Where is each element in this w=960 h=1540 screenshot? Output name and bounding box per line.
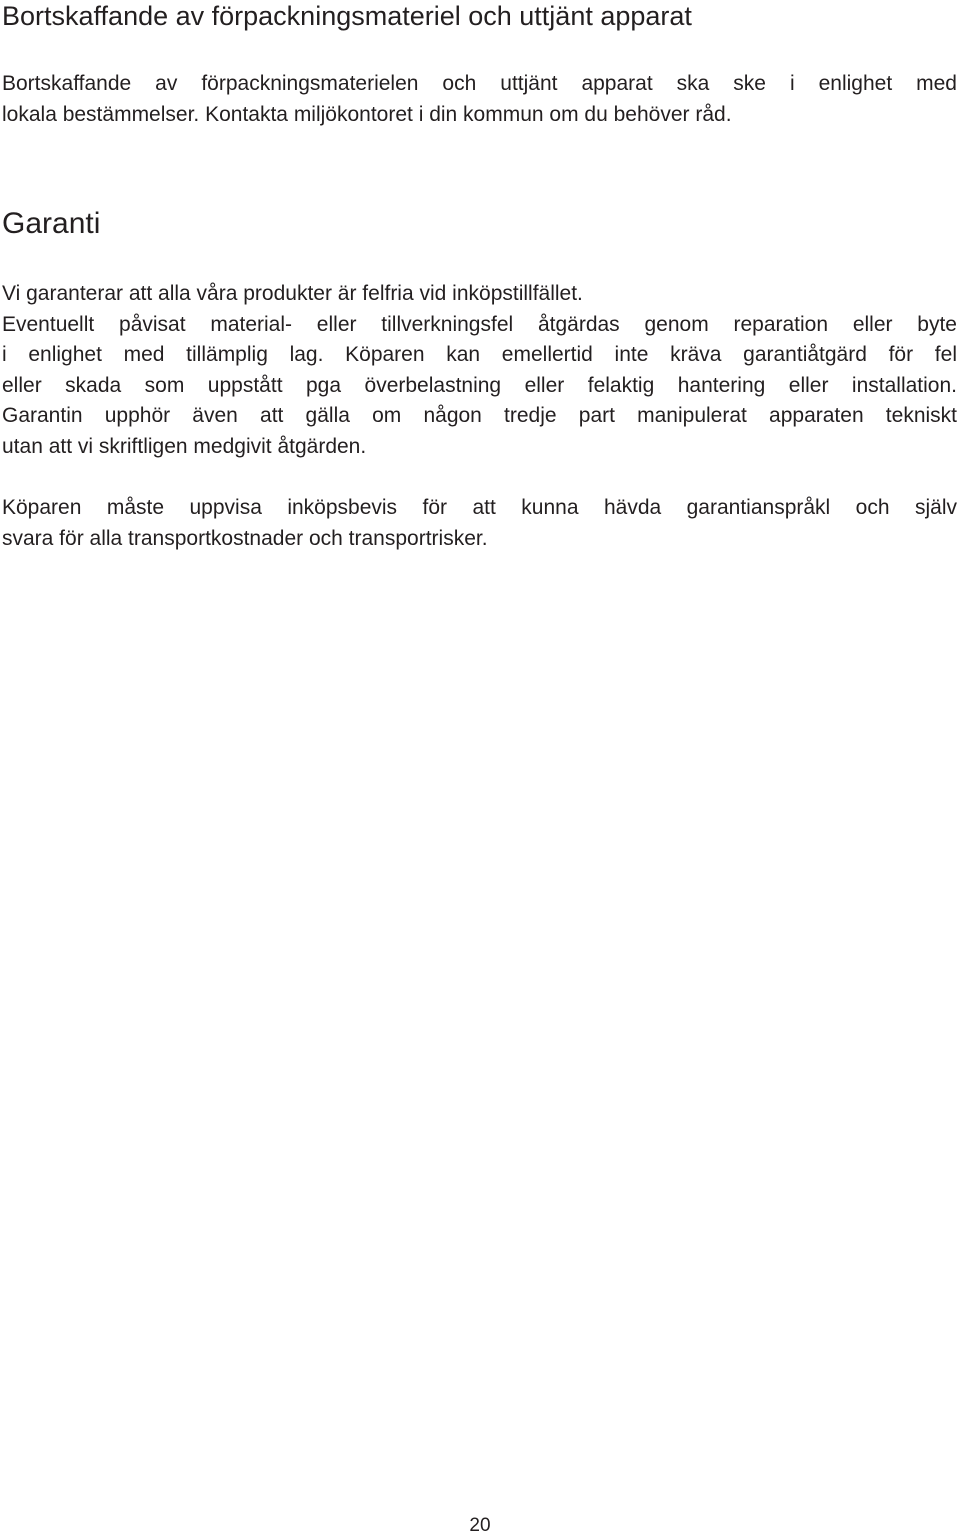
warranty-line: eller skada som uppstått pga överbelastning eller felaktig hantering eller installation. [2, 373, 957, 397]
warranty-heading: Garanti [2, 207, 101, 240]
warranty-line: Garantin upphör även att gälla om någon tredje part manipulerat apparaten tekniskt [2, 404, 957, 427]
proof-line: Köparen måste uppvisa inköpsbevis för att kunna hävda garantianspråkl och själv [2, 496, 957, 519]
warranty-line: Vi garanterar att alla våra produkter är felfria vid inköpstillfället. [2, 282, 583, 305]
warranty-line: utan att vi skriftligen medgivit åtgärden. [2, 434, 367, 458]
warranty-paragraph [2, 279, 957, 462]
page-number: 20 [469, 1515, 491, 1536]
proof-line: svara för alla transportkostnader och transportrisker. [2, 526, 488, 550]
disposal-heading: Bortskaffande av förpackningsmateriel och uttjänt apparat [2, 1, 692, 31]
disposal-line: lokala bestämmelser. Kontakta miljökontoret i din kommun om du behöver råd. [2, 102, 732, 126]
proof-of-purchase-paragraph [2, 493, 957, 554]
warranty-line: Eventuellt påvisat material- eller tillverkningsfel åtgärdas genom reparation eller byte [2, 312, 957, 336]
disposal-line: Bortskaffande av förpackningsmaterielen och uttjänt apparat ska ske i enlighet med [2, 72, 957, 95]
warranty-line: i enlighet med tillämplig lag. Köparen kan emellertid inte kräva garantiåtgärd för fel [2, 343, 957, 366]
disposal-paragraph [2, 69, 957, 130]
